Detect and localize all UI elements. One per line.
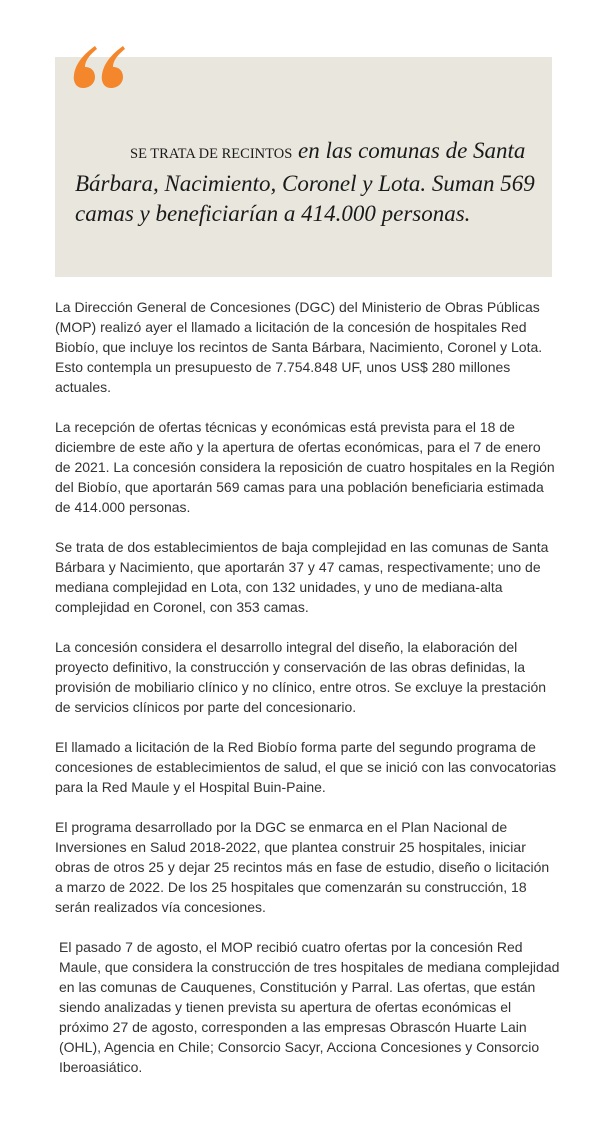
- paragraph: La concesión considera el desarrollo integral del diseño, la elaboración del proyecto definitivo, la construcción y conservación de las obras definidas, la provisión de mobiliario clínico y no clínico, entre otros. Se excluye la prestación de servicios clínicos por parte del concesionario.: [55, 639, 547, 715]
- paragraph: El pasado 7 de agosto, el MOP recibió cuatro ofertas por la concesión Red Maule, que considera la construcción de tres hospitales de mediana complejidad en las comunas de Cauquenes, Constitución y Parral. Las ofertas, que están siendo analizadas y tienen prevista su apertura de ofertas económicas el próximo 27 de agosto, corresponden a las empresas Obrascón Huarte Lain (OHL), Agencia en Chile; Consorcio Sacyr, Acciona Concesiones y Consorcio Iberoasiático.: [59, 939, 560, 1075]
- paragraph: El llamado a licitación de la Red Biobío forma parte del segundo programa de concesiones de establecimientos de salud, el que se inició con las convocatorias para la Red Maule y el Hospital Buin-Paine.: [55, 739, 557, 795]
- quotation-mark-icon: [73, 42, 125, 90]
- pullquote-text: [75, 136, 545, 229]
- paragraph: Se trata de dos establecimientos de baja complejidad en las comunas de Santa Bárbara y Nacimiento, que aportarán 37 y 47 camas, respectivamente; uno de mediana complejidad en Lota, con 132 unidades, y uno de mediana-alta complejidad en Coronel, con 353 camas.: [55, 539, 549, 615]
- pullquote-body: en las comunas de Santa Bárbara, Nacimiento, Coronel y Lota. Suman 569 camas y beneficiarían a 414.000 personas.: [75, 138, 535, 226]
- paragraph: El programa desarrollado por la DGC se enmarca en el Plan Nacional de Inversiones en Salud 2018-2022, que plantea construir 25 hospitales, iniciar obras de otros 25 y dejar 25 recintos más en fase de estudio, diseño o licitación a marzo de 2022. De los 25 hospitales que comenzarán su construcción, 18 serán realizados vía concesiones.: [55, 819, 550, 915]
- paragraph: La recepción de ofertas técnicas y económicas está prevista para el 18 de diciembre de este año y la apertura de ofertas económicas, para el 7 de enero de 2021. La concesión considera la reposición de cuatro hospitales en la Región del Biobío, que aportarán 569 camas para una población beneficiaria estimada de 414.000 personas.: [55, 419, 555, 515]
- article-body: [55, 297, 560, 1097]
- pullquote-lead: SE TRATA DE RECINTOS: [130, 146, 293, 162]
- paragraph: La Dirección General de Concesiones (DGC) del Ministerio de Obras Públicas (MOP) realizó ayer el llamado a licitación de la concesión de hospitales Red Biobío, que incluye los recintos de Santa Bárbara, Nacimiento, Coronel y Lota. Esto contempla un presupuesto de 7.754.848 UF, unos US$ 280 millones actuales.: [55, 299, 543, 395]
